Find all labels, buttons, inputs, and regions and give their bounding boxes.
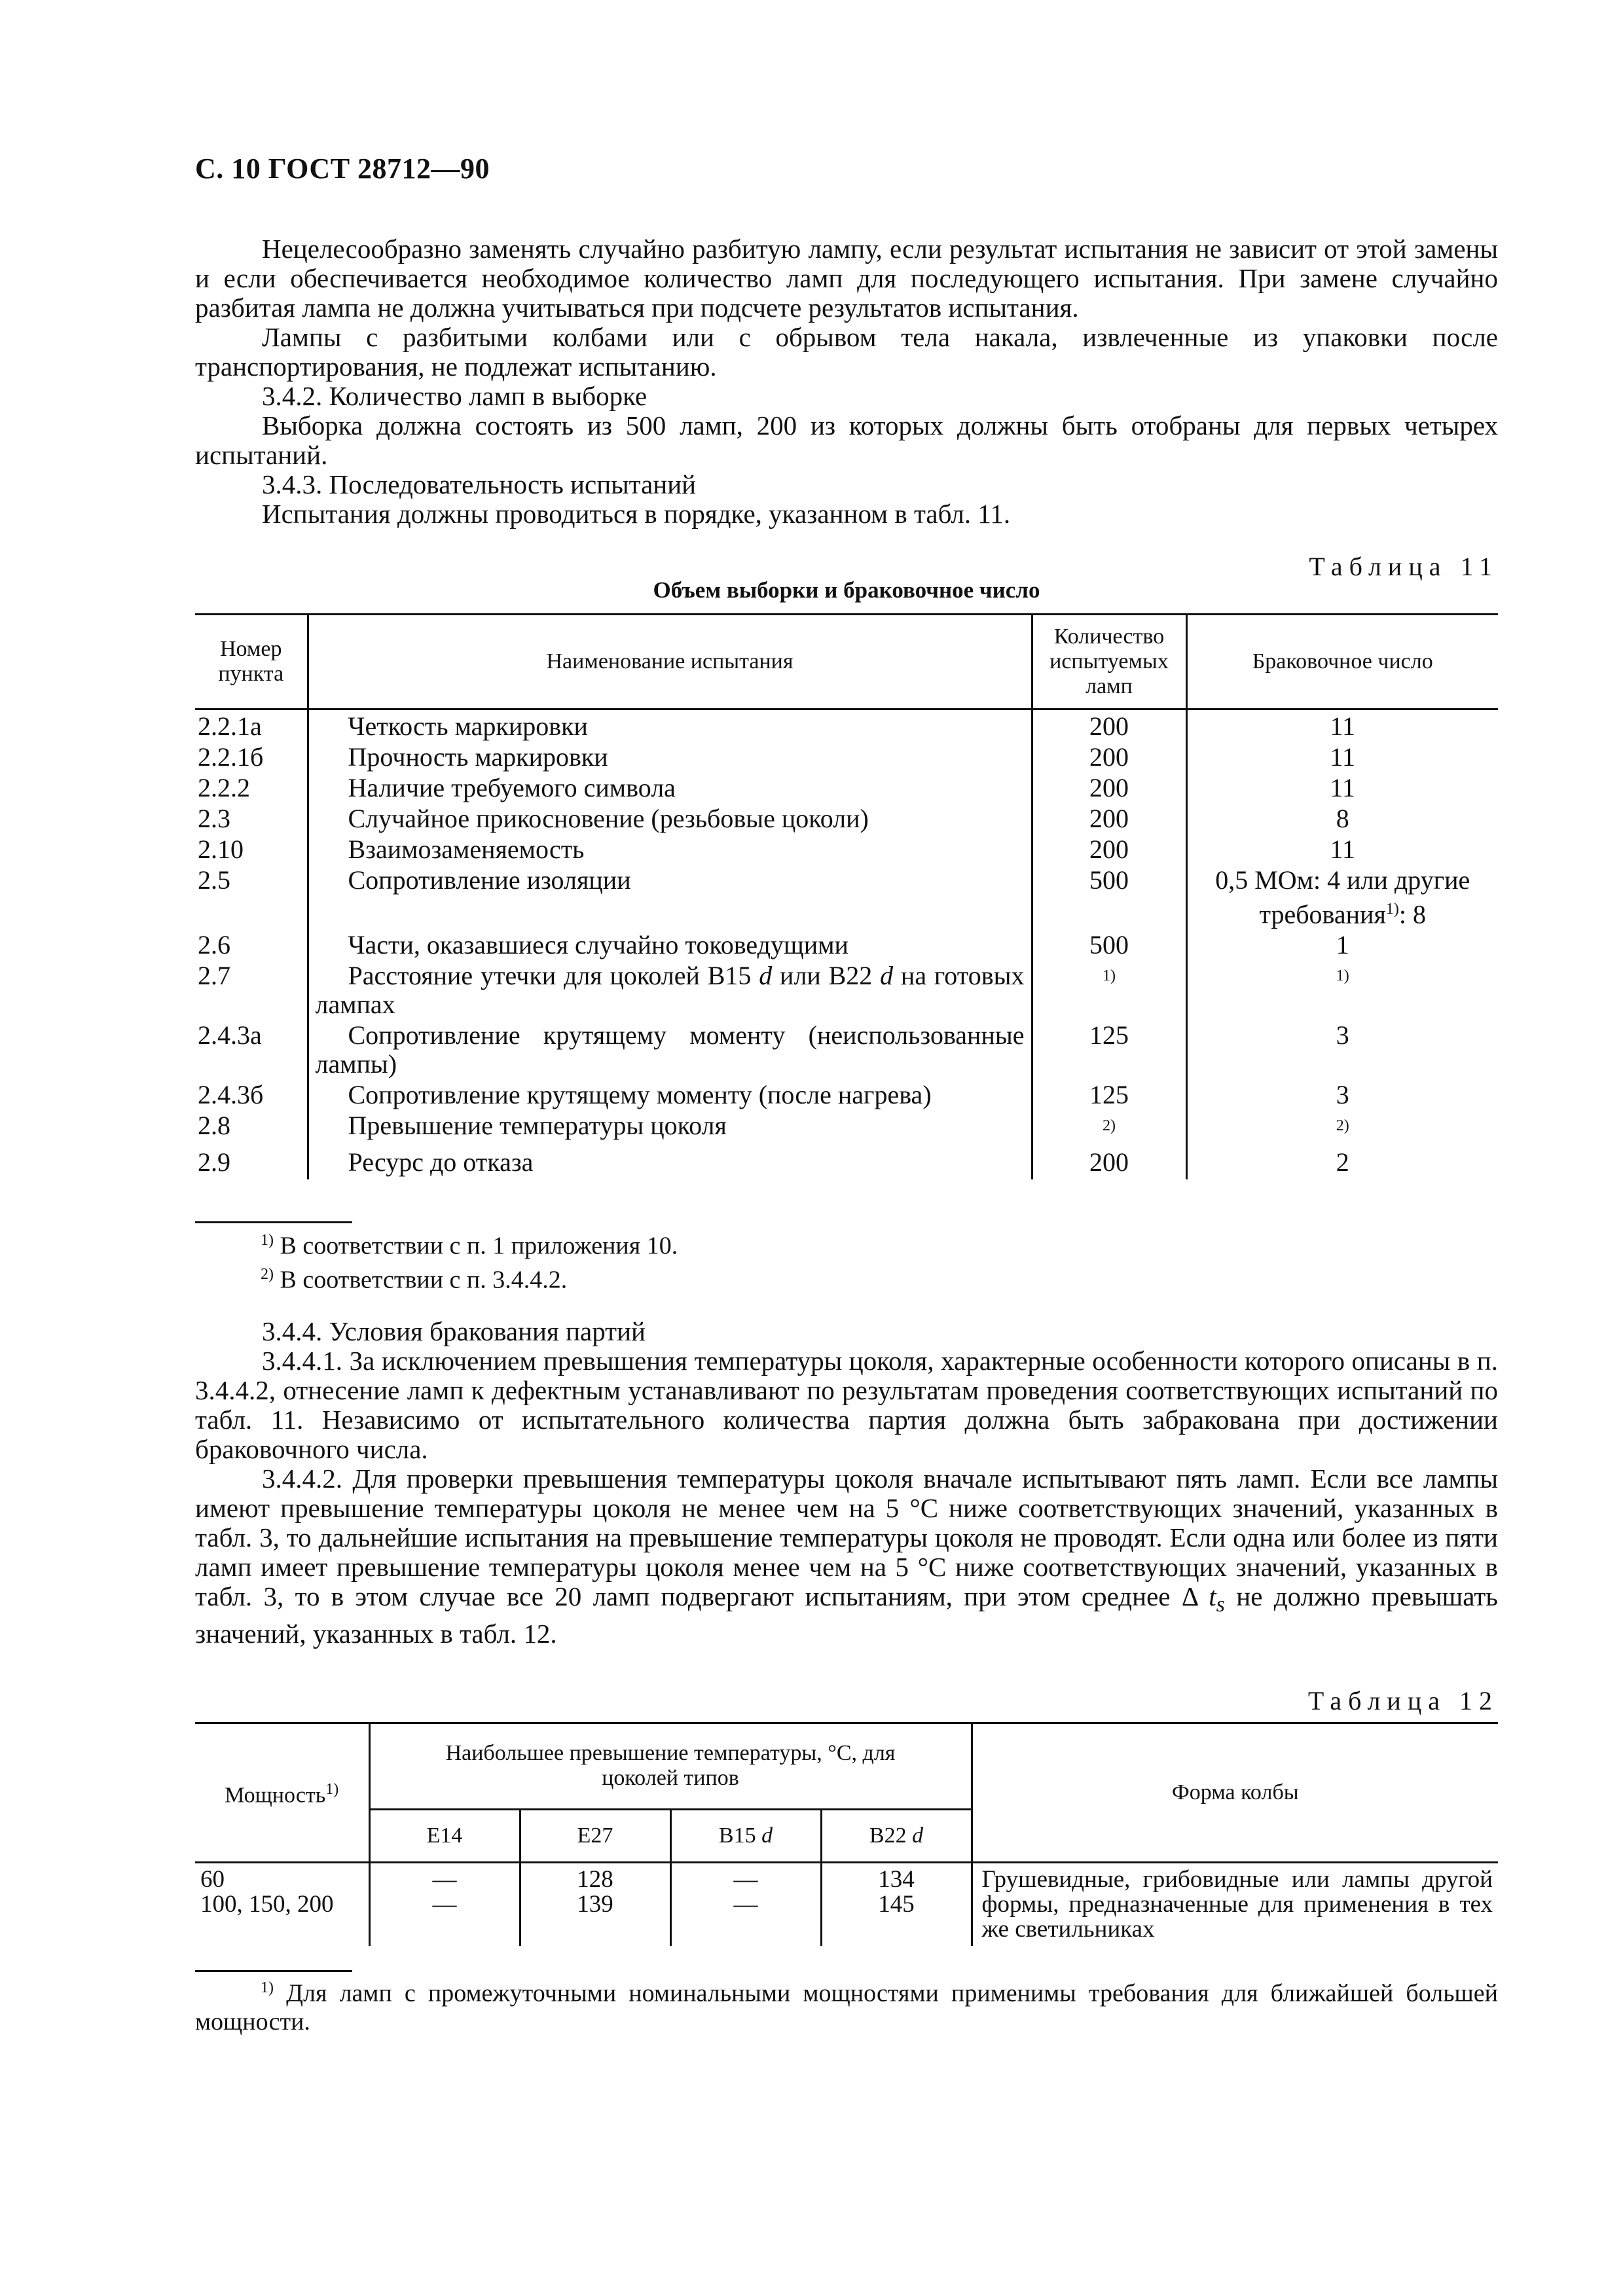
cell-test-name: Части, оказавшиеся случайно токоведущими bbox=[348, 930, 848, 960]
header-e27: Е27 bbox=[520, 1809, 670, 1862]
cell-quantity: 500 bbox=[1032, 864, 1186, 929]
cell-reject: 11 bbox=[1186, 741, 1498, 772]
cell-reject bbox=[1186, 1109, 1498, 1145]
cell-quantity: 200 bbox=[1032, 741, 1186, 772]
footnote-divider bbox=[195, 1970, 352, 1972]
reject-tail: : 8 bbox=[1398, 899, 1427, 929]
cell-reject: 11 bbox=[1186, 772, 1498, 802]
table-row bbox=[195, 1019, 1498, 1079]
table-row bbox=[195, 1863, 1498, 1946]
table-row bbox=[195, 709, 1498, 742]
table-row bbox=[195, 1146, 1498, 1179]
cell-quantity: 200 bbox=[1032, 772, 1186, 802]
cell-reject: 1 bbox=[1186, 929, 1498, 960]
cell-number: 2.9 bbox=[198, 1147, 230, 1177]
cell-number: 2.10 bbox=[198, 834, 244, 864]
intro-paragraph: Нецелесообразно заменять случайно разбитую лампу, если результат испытания не зависит от этой замены и если обеспечивается необходимое количество ламп для последующего испытания. При замене случайно разбитая лампа не должна учитываться при подсчете результатов испытания. bbox=[195, 234, 1498, 323]
cell-reject: 8 bbox=[1186, 802, 1498, 833]
table-row bbox=[195, 929, 1498, 960]
page-header: С. 10 ГОСТ 28712—90 bbox=[195, 152, 490, 185]
header-power: Мощность$^{1)}$ bbox=[195, 1723, 369, 1863]
cell-e27: 128 139 bbox=[520, 1863, 670, 1946]
cell-number: 2.3 bbox=[198, 804, 230, 833]
cell-e14: — — bbox=[369, 1863, 520, 1946]
cell-quantity bbox=[1032, 960, 1186, 1019]
table-11-footnotes bbox=[195, 1227, 1498, 1294]
cell-quantity: 200 bbox=[1032, 833, 1186, 864]
cell-b22: 134 145 bbox=[821, 1863, 972, 1946]
table-12-label: Таблица 12 bbox=[1307, 1686, 1499, 1715]
cell-quantity bbox=[1032, 1109, 1186, 1145]
footnote-divider bbox=[195, 1221, 352, 1223]
cell-number: 2.4.3б bbox=[198, 1080, 264, 1110]
intro-text bbox=[195, 234, 1498, 529]
header-e14: Е14 bbox=[369, 1809, 520, 1862]
section-heading: 3.4.4. Условия бракования партий bbox=[262, 1316, 646, 1346]
table-11 bbox=[195, 613, 1498, 1179]
cell-quantity: 200 bbox=[1032, 1146, 1186, 1179]
header-temperature: Наибольшее превышение температуры, °С, для цоколей типов bbox=[369, 1723, 972, 1810]
cell-b15: — — bbox=[670, 1863, 821, 1946]
cell-number: 2.4.3а bbox=[198, 1020, 262, 1050]
cell-number: 2.2.1а bbox=[198, 711, 262, 741]
cell-number: 2.8 bbox=[198, 1111, 230, 1141]
intro-paragraph: Испытания должны проводиться в порядке, указанном в табл. 11. bbox=[262, 499, 1011, 529]
section-heading: 3.4.2. Количество ламп в выборке bbox=[262, 381, 647, 411]
table-12-footnote bbox=[195, 1974, 1498, 2036]
reject-text: 0,5 МОм: 4 или другие требования bbox=[1215, 865, 1470, 929]
cell-quantity: 200 bbox=[1032, 802, 1186, 833]
cell-test-name: Четкость маркировки bbox=[348, 711, 588, 741]
table-row bbox=[195, 864, 1498, 929]
table-row bbox=[195, 772, 1498, 802]
footnote: $^{1)}$ Для ламп с промежуточными номинальными мощностями применимы требования для ближайшей большей мощности. bbox=[195, 1979, 1498, 2036]
table-header-row bbox=[195, 615, 1498, 709]
footnote-ref: 2) bbox=[1103, 1117, 1116, 1135]
section-heading: 3.4.3. Последовательность испытаний bbox=[262, 469, 697, 499]
footnote: $^{1)}$ В соответствии с п. 1 приложения 10. bbox=[261, 1232, 678, 1260]
table-row bbox=[195, 960, 1498, 1019]
cell-power: 60 100, 150, 200 bbox=[200, 1866, 334, 1918]
cell-reject bbox=[1186, 864, 1498, 929]
intro-paragraph: Лампы с разбитыми колбами или с обрывом тела накала, извлеченные из упаковки после транспортирования, не подлежат испытанию. bbox=[195, 322, 1498, 382]
cell-quantity: 500 bbox=[1032, 929, 1186, 960]
header-number: Номер пункта bbox=[195, 615, 308, 709]
footnote-ref: 1) bbox=[1103, 967, 1116, 985]
section-paragraph: 3.4.4.2. Для проверки превышения температуры цоколя вначале испытывают пять ламп. Если все лампы имеют превышение температуры цоколя не менее чем на 5 °С ниже соответствующих значений, указанных в табл. 3, то дальнейшие испытания на превышение температуры цоколя не проводят. Если одна или более из пяти ламп имеет превышение температуры цоколя менее чем на 5 °С ниже соответствующих значений, указанных в табл. 3, то в этом случае все 20 ламп подвергают испытаниям, при этом среднее Δ $t_s$ не должно превышать значений, указанных в табл. 12. bbox=[195, 1463, 1498, 1649]
cell-number: 2.7 bbox=[198, 961, 230, 991]
table-row bbox=[195, 802, 1498, 833]
cell-quantity: 125 bbox=[1032, 1079, 1186, 1109]
table-11-title: Объем выборки и браковочное число bbox=[653, 577, 1040, 603]
header-test-name: Наименование испытания bbox=[308, 615, 1032, 709]
cell-number: 2.2.2 bbox=[198, 773, 250, 802]
cell-reject: 11 bbox=[1186, 833, 1498, 864]
cell-reject: 2 bbox=[1186, 1146, 1498, 1179]
header-b22: В22 d bbox=[821, 1809, 972, 1862]
cell-quantity: 200 bbox=[1032, 709, 1186, 742]
cell-number: 2.5 bbox=[198, 865, 230, 895]
footnote-ref: 1) bbox=[1336, 967, 1349, 985]
header-quantity: Количество испытуемых ламп bbox=[1032, 615, 1186, 709]
cell-test-name: Сопротивление изоляции bbox=[348, 865, 631, 895]
table-header-row bbox=[195, 1723, 1498, 1810]
footnote: $^{2)}$ В соответствии с п. 3.4.4.2. bbox=[261, 1265, 568, 1294]
table-12 bbox=[195, 1722, 1498, 1946]
cell-bulb-shape: Грушевидные, грибовидные или лампы другой формы, предназначенные для применения в тех же светильниках bbox=[972, 1863, 1498, 1946]
table-row bbox=[195, 1109, 1498, 1145]
cell-test-name: Взаимозаменяемость bbox=[348, 834, 585, 864]
cell-number: 2.6 bbox=[198, 930, 230, 960]
cell-test-name: Сопротивление крутящему моменту (после нагрева) bbox=[348, 1080, 932, 1110]
cell-test-name: Наличие требуемого символа bbox=[348, 773, 676, 802]
header-reject-number: Браковочное число bbox=[1186, 615, 1498, 709]
cell-test-name: Прочность маркировки bbox=[348, 742, 608, 772]
header-bulb-shape: Форма колбы bbox=[972, 1723, 1498, 1863]
table-row bbox=[195, 833, 1498, 864]
cell-reject: 3 bbox=[1186, 1079, 1498, 1109]
footnote-ref: 2) bbox=[1336, 1117, 1349, 1135]
cell-reject: 11 bbox=[1186, 709, 1498, 742]
section-3-4-4 bbox=[195, 1317, 1498, 1649]
header-b15: В15 d bbox=[670, 1809, 821, 1862]
cell-quantity: 125 bbox=[1032, 1019, 1186, 1079]
cell-number: 2.2.1б bbox=[198, 742, 264, 772]
intro-paragraph: Выборка должна состоять из 500 ламп, 200 из которых должны быть отобраны для первых четырех испытаний. bbox=[195, 410, 1498, 470]
cell-reject: 3 bbox=[1186, 1019, 1498, 1079]
table-row bbox=[195, 741, 1498, 772]
section-paragraph: 3.4.4.1. За исключением превышения температуры цоколя, характерные особенности которого описаны в п. 3.4.4.2, отнесение ламп к дефектным устанавливают по результатам проведения соответствующих испытаний по табл. 11. Независимо от испытательного количества партия должна быть забракована при достижении браковочного числа. bbox=[195, 1346, 1498, 1464]
table-11-label: Таблица 11 bbox=[1309, 552, 1499, 581]
cell-reject bbox=[1186, 960, 1498, 1019]
table-row bbox=[195, 1079, 1498, 1109]
cell-test-name: Сопротивление крутящему моменту (неиспользованные лампы) bbox=[315, 1020, 1025, 1079]
cell-test-name: Случайное прикосновение (резьбовые цоколи) bbox=[348, 804, 869, 833]
cell-test-name: Расстояние утечки для цоколей В15 d или В22 d на готовых лампах bbox=[308, 960, 1032, 1019]
cell-test-name: Ресурс до отказа bbox=[348, 1147, 534, 1177]
cell-test-name: Превышение температуры цоколя bbox=[348, 1111, 727, 1141]
footnote-ref: 1) bbox=[1385, 901, 1399, 918]
